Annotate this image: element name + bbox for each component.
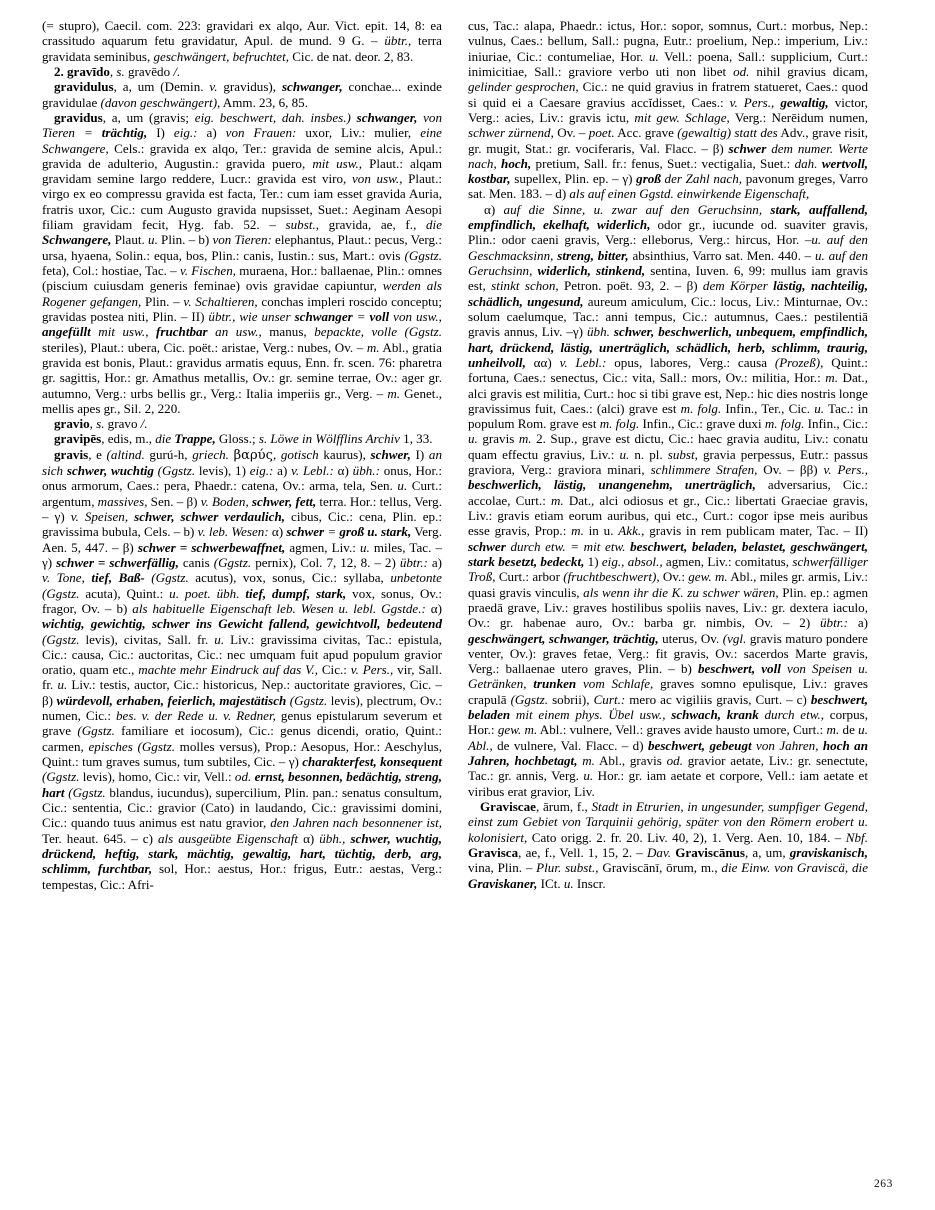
left-column (42, 18, 442, 892)
entry-gravis: gravis, e (altind. gurú-h, griech. βαρύς, gotisch kaurus), schwer, I) an sich schwer, wuchtig (Ggstz. levis), 1) eig.: a) v. Lebl.: α) übh.: onus, Hor.: onus armorum, Caes.: pera, Phaedr.: catena, Ov.: arma, tela, Sen. u. Curt.: argentum, massives, Sen. – β) v. Boden, schwer, fett, terra. Hor.: tellus, Verg. – γ) v. Speisen, schwer, schwer verdaulich, cibus, Cic.: cena, Plin. ep.: gravissima bubula, Cels. – b) v. leb. Wesen: α) schwer = groß u. stark, Verg. Aen. 5, 447. – β) schwer = schwerbewaffnet, agmen, Liv.: u. miles, Tac. – γ) schwer = schwerfällig, canis (Ggstz. pernix), Col. 7, 12, 8. – 2) übtr.: a) v. Tone, tief, Baß- (Ggstz. acutus), vox, sonus, Cic.: syllaba, unbetonte (Ggstz. acuta), Quint.: u. poet. übh. tief, dumpf, stark, vox, sonus, Ov.: fragor, Ov. – b) als habituelle Eigenschaft leb. Wesen u. lebl. Ggstde.: α) wichtig, gewichtig, schwer ins Gewicht fallend, gewichtvoll, bedeutend (Ggstz. levis), civitas, Sall. fr. u. Liv.: gravissima civitas, Tac.: epistula, Cic.: causa, Cic.: auctoritas, Cic.: nec umquam fuit apud populum gravior oratio, quam etc., machte mehr Eindruck auf das V., Cic.: v. Pers., vir, Sall. fr. u. Liv.: testis, auctor, Cic.: historicus, Nep.: auctoritate graviores, Cic. – β) würdevoll, erhaben, feierlich, majestätisch (Ggstz. levis), plectrum, Ov.: numen, Cic.: bes. v. der Rede u. v. Redner, genus epistularum severum et grave (Ggstz. familiare et iocosum), Cic.: genus dicendi, oratio, Quint.: carmen, episches (Ggstz. molles versus), Prop.: Aesopus, Hor.: Aeschylus, Quint.: tum graves sumus, tum subtiles, Cic. – γ) charakterfest, konsequent (Ggstz. levis), homo, Cic.: vir, Vell.: od. ernst, besonnen, bedächtig, streng, hart (Ggstz. blandus, iucundus), supercilium, Plin. pan.: senatus consultum, Cic.: sententia, Cic.: gravior (Cato) in laudando, Cic.: gravissimi domini, Cic.: quando tuus animus est natu gravior, den Jahren nach besonnener ist, Ter. heaut. 645. – c) als ausgeübte Eigenschaft α) übh., schwer, wuchtig, drückend, heftig, stark, mächtig, gewaltig, hart, tüchtig, derb, arg, schlimm, furchtbar, sol, Hor.: aestus, Hor.: frigus, Eutr.: aestas, Verg.: tempestas, Cic.: Afri- (42, 446, 443, 892)
entry-2-gravido: 2. gravīdo, s. gravēdo /. (54, 63, 181, 79)
entry-graviscae: Graviscae, ārum, f., Stadt in Etrurien, in ungesunder, sumpfiger Gegend, einst zum Gebiet von Tarquinii gehörig, später von den Römern erobert u. kolonisiert, Cato origg. 2. fr. 20. Liv. 40, 2), 1. Verg. Aen. 10, 184. – Nbf. Gravisca, ae, f., Vell. 1, 15, 2. – Dav. Graviscānus, a, um, graviskanisch, vina, Plin. – Plur. subst., Graviscānī, ōrum, m., die Einw. von Graviscä, die Graviskaner, ICt. u. Inscr. (468, 798, 869, 891)
entry-gravidus: gravidus, a, um (gravis; eig. beschwert, dah. insbes.) schwanger, von Tieren = trächtig, I) eig.: a) von Frauen: uxor, Liv.: mulier, eine Schwangere, Cels.: gravida ex alqo, Ter.: gravida de semine alcis, Apul.: gravida de adulterio, Augustin.: gravida puero, mit usw., Plaut.: alqam gravidam semine largo reddere, Lucr.: gravida est viro, von usw., Plaut.: virgo ex eo compressu gravida est facta, Ter.: cum iam esset gravida Auria, fratris uxor, Cic.: cum Augusto gravida nupsisset, Suet.: Aeginam Aesopi filiam gravidam fecit, Hyg. fab. 52. – subst., gravida, ae, f., die Schwangere, Plaut. u. Plin. – b) von Tieren: elephantus, Plaut.: pecus, Verg.: ursa, hyaena, Solin.: equa, bos, Plin.: canis, Iustin.: sus, Mart.: ovis (Ggstz. feta), Col.: hostiae, Tac. – v. Fischen, muraena, Hor.: ballaenae, Plin.: omnes (piscium cuiusdam generis feminae) ovis gravidae capiuntur, werden als Rogener gefangen, Plin. – v. Schaltieren, conchas impleri roscido conceptu; gravidas postea niti, Plin. – II) übtr., wie unser schwanger = voll von usw., angefüllt mit usw., fruchtbar an usw., manus, bepackte, volle (Ggstz. steriles), Plaut.: ubera, Cic. poët.: aristae, Verg.: nubes, Ov. – m. Abl., gratia gravida est bonis, Plaut.: gravidus armatis equus, Enn. fr. scen. 76: pharetra gr. sagittis, Hor.: gr. Amathus metallis, Ov.: gr. semine terrae, Ov.: ager gr. autumno, Verg.: urbs bellis gr., Verg.: Italia imperiis gr., Verg. – m. Genet., mellis apes gr., Sil. 2, 220. (42, 109, 443, 416)
page-number: 263 (873, 1178, 893, 1190)
entry-gravis-sense-d: α) auf die Sinne, u. zwar auf den Geruchsinn, stark, auffallend, empfindlich, ekelhaft, widerlich, odor gr., iucunde od. suaviter gravis, Plin.: odor caeni gravis, Verg.: elleborus, Verg.: hircus, Hor. –u. auf den Geschmacksinn, streng, bitter, absinthius, Varro sat. Men. 440. – u. auf den Geruchsinn, widerlich, stinkend, sentina, Iuven. 6, 99: mullus iam gravis est, stinkt schon, Petron. poët. 93, 2. – β) dem Körper lästig, nachteilig, schädlich, ungesund, aureum amiculum, Cic.: locus, Liv.: Minturnae, Ov.: solum caelumque, Tac.: anni tempus, Cic.: autumnus, Caes.: pestilentiā gravis annus, Liv. –γ) übh. schwer, beschwerlich, unbequem, empfindlich, hart, drückend, lästig, unerträglich, schädlich, herb, schlimm, traurig, unheilvoll, αα) v. Lebl.: opus, labores, Verg.: causa (Prozeß), Quint.: fortuna, Caes.: senectus, Cic.: vita, Sall.: mors, Ov.: militia, Hor.: m. Dat., alci gravis est militia, Curt.: hoc si tibi grave est, Nep.: hic dies nostris longe gravissimus fuit, Caes.: (alci) grave est m. folg. Infin., Ter., Cic. u. Tac.: in populum Rom. grave est m. folg. Infin., Cic.: grave duxi m. folg. Infin., Cic.: u. gravis m. 2. Sup., grave est dictu, Cic.: haec gravia auditu, Liv.: conatu quam effectu gravius, Liv.: u. n. pl. subst, gravia perpessus, Eutr.: passus graviora, Verg.: graviora minari, schlimmere Strafen, Ov. – ββ) v. Pers., beschwerlich, lästig, unangenehm, unerträglich, adversarius, Cic.: accolae, Curt.: m. Dat., alci odiosus et gr., Cic.: libertati Graeciae gravis, Liv.: gravis etiam eorum auribus, qui etc., Curt.: cogor ipse meis auribus esse gravis, Prop.: m. in u. Akk., gravis in rem publicam mater, Tac. – II) schwer durch etw. = mit etw. beschwert, beladen, belastet, geschwängert, stark besetzt, bedeckt, 1) eig., absol., agmen, Liv.: comitatus, schwerfälliger Troß, Curt.: arbor (fruchtbeschwert), Ov.: gew. m. Abl., miles gr. armis, Liv.: quasi gravis vinculis, als wenn ihr die K. zu schwer wären, Plin. ep.: agmen praedā grave, Liv.: graves hostilibus spoliis naves, Liv.: gr. dextera iaculo, Ov.: gr. habenae auro, Ov.: barba gr. nimbis, Ov. – 2) übtr.: a) geschwängert, schwanger, trächtig, uterus, Ov. (vgl. gravis maturo pondere venter, Ov.): graves fetae, Verg.: fit gravis, Ov.: sacerdos Marte gravis, Verg.: ballaenae utero graves, Plin. – b) beschwert, voll von Speisen u. Getränken, trunken vom Schlafe, graves somno epulisque, Liv.: graves crapulā (Ggstz. sobrii), Curt.: mero ac vigiliis gravis, Curt. – c) beschwert, beladen mit einem phys. Übel usw., schwach, krank durch etw., corpus, Hor.: gew. m. Abl.: vulnere, Vell.: graves avide hausto umore, Curt.: m. de u. Abl., de vulnere, Val. Flacc. – d) beschwert, gebeugt von Jahren, hoch an Jahren, hochbetagt, m. Abl., gravis od. gravior aetate, Liv.: gr. senectute, Tac.: gr. annis, Verg. u. Hor.: gr. iam aetate et corpore, Vell.: iam aetate et viribus erat gravior, Liv. (468, 201, 869, 799)
right-column (468, 18, 868, 891)
entry-gravis-continued: cus, Tac.: alapa, Phaedr.: ictus, Hor.: sopor, somnus, Curt.: morbus, Nep.: vulnus, Caes.: bellum, Sall.: pugna, Eutr.: proelium, Nep.: imperium, Liv.: iniuriae, Cic.: contumeliae, Hor. u. Vell.: poena, Sall.: supplicium, Curt.: inimicitiae, Sall.: graviore verbo uti non libet od. nihil gravius dicam, gelinder gesprochen, Cic.: ne quid gravius in fratrem statueret, Caes.: quod si quid ei a Caesare gravius accĭdisset, Caes.: v. Pers., gewaltig, victor, Verg.: acies, Liv.: gravis ictu, mit gew. Schlage, Verg.: Nerēidum numen, schwer zürnend, Ov. – poet. Acc. grave (gewaltig) statt des Adv., grave risit, gr. mugit, Stat.: gr. vociferaris, Val. Flacc. – β) schwer dem numer. Werte nach, hoch, pretium, Sall. fr.: fenus, Suet.: vectigalia, Suet.: dah. wertvoll, kostbar, supellex, Plin. ep. – γ) groß der Zahl nach, pavonum greges, Varro sat. Men. 183. – d) als auf einen Ggstd. einwirkende Eigenschaft, (468, 18, 869, 202)
entry-gravipes: gravipēs, edis, m., die Trappe, Gloss.; s. Löwe in Wölfflins Archiv 1, 33. (54, 431, 433, 447)
entry-paragraph: (= stupro), Caecil. com. 223: gravidari ex alqo, Aur. Vict. epit. 14, 8: ea crassitudo aquarum fetu gravidatur, Apul. de mund. 9 G. – übtr., terra gravidata seminibus, geschwängert, befruchtet, Cic. de nat. deor. 2, 83. (42, 18, 442, 64)
entry-gravidulus: gravidulus, a, um (Demin. v. gravidus), schwanger, conchae... exinde gravidulae (davon geschwängert), Amm. 23, 6, 85. (42, 79, 442, 110)
two-column-layout (42, 18, 893, 892)
entry-gravio: gravio, s. gravo /. (54, 416, 148, 432)
